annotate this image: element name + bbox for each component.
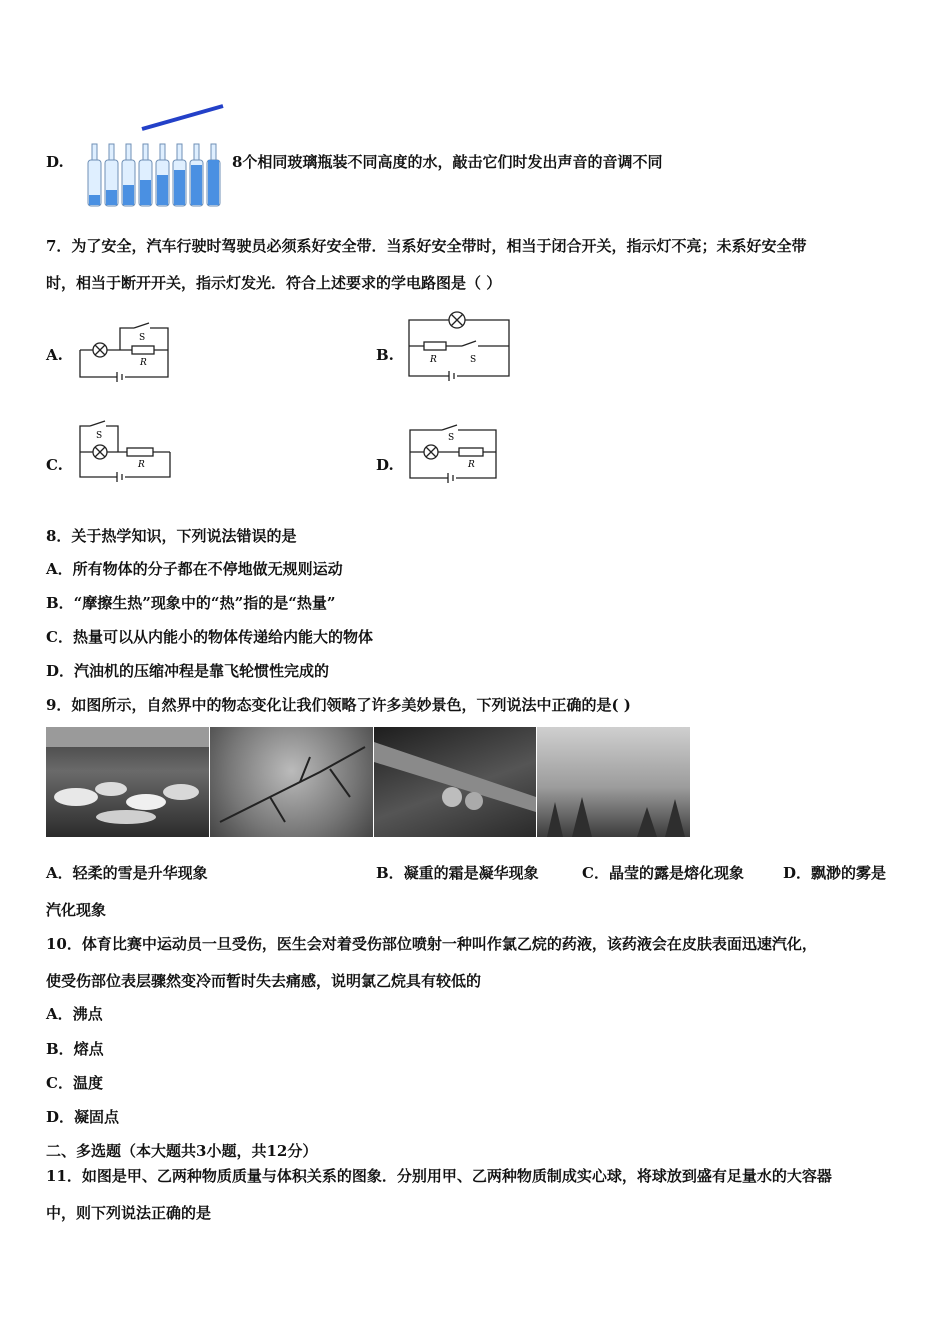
q10-option-d: D．凝固点 — [46, 1108, 120, 1126]
circuit-c — [72, 420, 177, 485]
switch-label: S — [96, 431, 103, 441]
q10-option-b: B．熔点 — [46, 1040, 104, 1058]
bottle — [173, 144, 186, 206]
q11-stem-line2: 中，则下列说法正确的是 — [46, 1204, 212, 1222]
switch-label: S — [139, 333, 146, 343]
dew-photo — [374, 727, 536, 837]
resistor-label: R — [138, 460, 145, 470]
bottle — [88, 144, 101, 206]
bottles-figure — [80, 100, 230, 210]
resistor-label: R — [468, 460, 475, 470]
q10-option-c: C．温度 — [46, 1074, 103, 1092]
resistor-label: R — [140, 358, 147, 368]
q7-option-d: D. — [376, 456, 394, 474]
q6-option-d-text: 8个相同玻璃瓶装不同高度的水，敲击它们时发出声音的音调不同 — [232, 153, 663, 171]
circuit-a — [72, 320, 182, 385]
bottle — [139, 144, 152, 206]
bottle — [207, 144, 220, 206]
q8-option-d: D．汽油机的压缩冲程是靠飞轮惯性完成的 — [46, 662, 330, 680]
snow-photo — [46, 727, 209, 837]
q9-option-a: A．轻柔的雪是升华现象 — [46, 864, 208, 882]
q9-stem: 9．如图所示，自然界中的物态变化让我们领略了许多美妙景色，下列说法中正确的是( ) — [46, 696, 631, 714]
q10-stem-line2: 使受伤部位表层骤然变冷而暂时失去痛感，说明氯乙烷具有较低的 — [46, 972, 482, 990]
q8-option-a: A．所有物体的分子都在不停地做无规则运动 — [46, 560, 343, 578]
q10-stem-line1: 10．体育比赛中运动员一旦受伤，医生会对着受伤部位喷射一种叫作氯乙烷的药液，该药液会在皮肤表面迅速汽化， — [46, 935, 817, 953]
resistor-label: R — [430, 355, 437, 365]
q11-stem-line1: 11．如图是甲、乙两种物质质量与体积关系的图象．分别用甲、乙两种物质制成实心球，将球放到盛有足量水的大容器 — [46, 1167, 832, 1185]
fog-photo — [537, 727, 690, 837]
q7-option-a: A. — [46, 346, 63, 364]
circuit-b — [404, 308, 516, 383]
q7-option-c: C. — [46, 456, 63, 474]
bottle — [190, 144, 203, 206]
bottle — [105, 144, 118, 206]
q9-option-c: C．晶莹的露是熔化现象 — [582, 864, 744, 882]
q8-stem: 8．关于热学知识，下列说法错误的是 — [46, 527, 297, 545]
q10-option-a: A．沸点 — [46, 1005, 103, 1023]
striking-stick — [142, 106, 223, 129]
frost-photo — [210, 727, 373, 837]
q8-option-c: C．热量可以从内能小的物体传递给内能大的物体 — [46, 628, 373, 646]
q7-stem-line2: 时，相当于断开开关，指示灯发光．符合上述要求的学电路图是（ ） — [46, 274, 502, 292]
q7-option-b: B. — [376, 346, 394, 364]
q8-option-b: B．“摩擦生热”现象中的“热”指的是“热量” — [46, 594, 336, 612]
switch-label: S — [470, 355, 477, 365]
bottle — [122, 144, 135, 206]
q9-option-d-line2: 汽化现象 — [46, 901, 107, 919]
circuit-d — [404, 420, 504, 485]
q9-option-b: B．凝重的霜是凝华现象 — [376, 864, 539, 882]
switch-label: S — [448, 433, 455, 443]
bottle — [156, 144, 169, 206]
q7-stem-line1: 7．为了安全，汽车行驶时驾驶员必须系好安全带．当系好安全带时，相当于闭合开关，指示灯不亮；未系好安全带 — [46, 237, 807, 255]
q9-option-d-line1: D．飘渺的雾是 — [783, 864, 887, 882]
q6-option-d-label: D. — [46, 153, 64, 171]
section-heading: 二、多选题（本大题共3小题，共12分） — [46, 1142, 318, 1160]
